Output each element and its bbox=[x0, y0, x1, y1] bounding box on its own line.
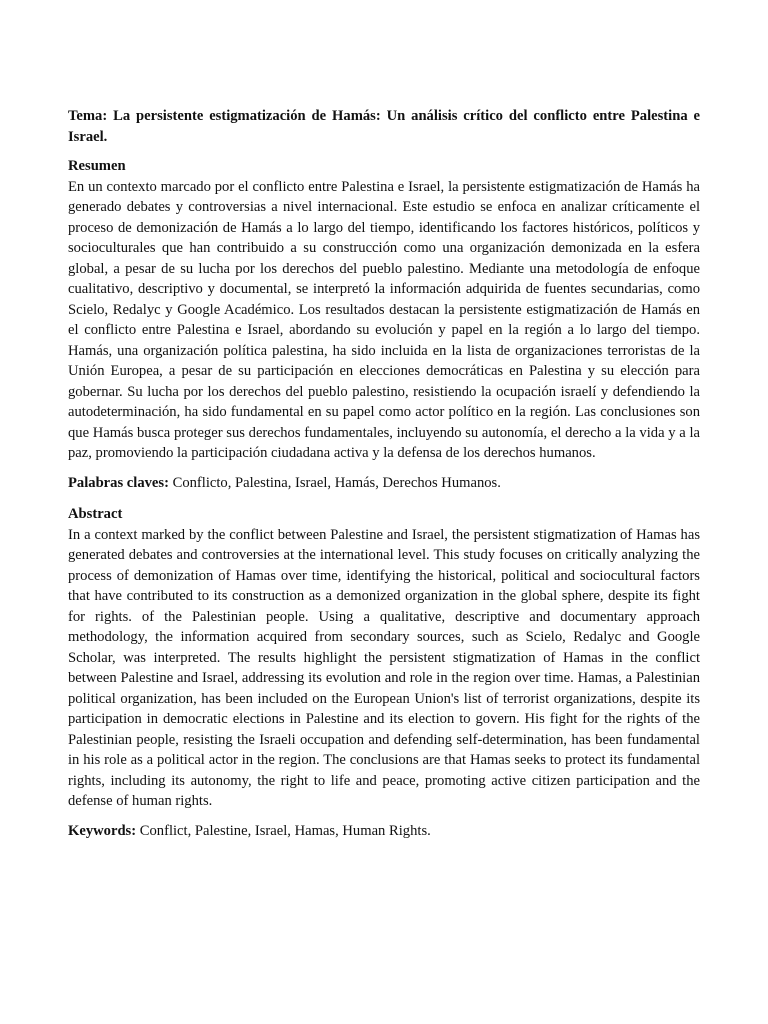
palabras-claves-text: Conflicto, Palestina, Israel, Hamás, Derechos Humanos. bbox=[168, 474, 501, 491]
palabras-claves-line bbox=[68, 473, 700, 494]
keywords-label: Keywords: bbox=[68, 822, 137, 839]
resumen-text: En un contexto marcado por el conflicto entre Palestina e Israel, la persistente estigmatización de Hamás ha generado debates y controversias a nivel internacional. Este estudio se enfoca en analizar críticamente el proceso de demonización de Hamás a lo largo del tiempo, identificando los factores históricos, políticos y socioculturales que han contribuido a su construcción como una organización demonizada en la esfera global, a pesar de su lucha por los derechos del pueblo palestino. Mediante una metodología de enfoque cualitativo, descriptivo y documental, se interpretó la información adquirida de fuentes secundarias, como Scielo, Redalyc y Google Académico. Los resultados destacan la persistente estigmatización de Hamás en el conflicto entre Palestina e Israel, abordando su evolución y papel en la región a lo largo del tiempo. Hamás, una organización política palestina, ha sido incluida en la lista de organizaciones terroristas de la Unión Europea, a pesar de su participación en elecciones democráticas en Palestina y su elección para gobernar. Su lucha por los derechos del pueblo palestino, resistiendo la ocupación israelí y defendiendo la autodeterminación, ha sido fundamental en su papel como actor político en la región. Las conclusiones son que Hamás busca proteger sus derechos fundamentales, incluyendo su autonomía, el derecho a la vida y a la paz, promoviendo la participación ciudadana activa y la defensa de los derechos humanos. bbox=[68, 178, 700, 461]
document-title: Tema: La persistente estigmatización de Hamás: Un análisis crítico del conflicto entre Palestina e Israel. bbox=[68, 108, 700, 145]
keywords-line bbox=[68, 821, 700, 842]
keywords-text: Conflict, Palestine, Israel, Hamas, Human Rights. bbox=[136, 822, 431, 839]
abstract-text: In a context marked by the conflict between Palestine and Israel, the persistent stigmatization of Hamas has generated debates and controversies at the international level. This study focuses on critically analyzing the process of demonization of Hamas over time, identifying the historical, political and sociocultural factors that have contributed to its construction as a demonized organization in the global sphere, despite its fight for rights. of the Palestinian people. Using a qualitative, descriptive and documentary approach methodology, the information acquired from secondary sources, such as Scielo, Redalyc and Google Scholar, was interpreted. The results highlight the persistent stigmatization of Hamas in the conflict between Palestine and Israel, addressing its evolution and role in the region over time. Hamas, a Palestinian political organization, has been included on the European Union's list of terrorist organizations, despite its participation in democratic elections in Palestine and its election to govern. His fight for the rights of the Palestinian people, resisting the Israeli occupation and defending self-determination, has been fundamental in his role as a political actor in the region. The conclusions are that Hamas seeks to protect its fundamental rights, including its autonomy, the right to life and peace, promoting active citizen participation and the defense of human rights. bbox=[68, 526, 700, 809]
resumen-heading: Resumen bbox=[68, 158, 126, 174]
abstract-heading: Abstract bbox=[68, 506, 123, 522]
palabras-claves-label: Palabras claves: bbox=[68, 474, 169, 491]
document-page bbox=[68, 106, 700, 852]
